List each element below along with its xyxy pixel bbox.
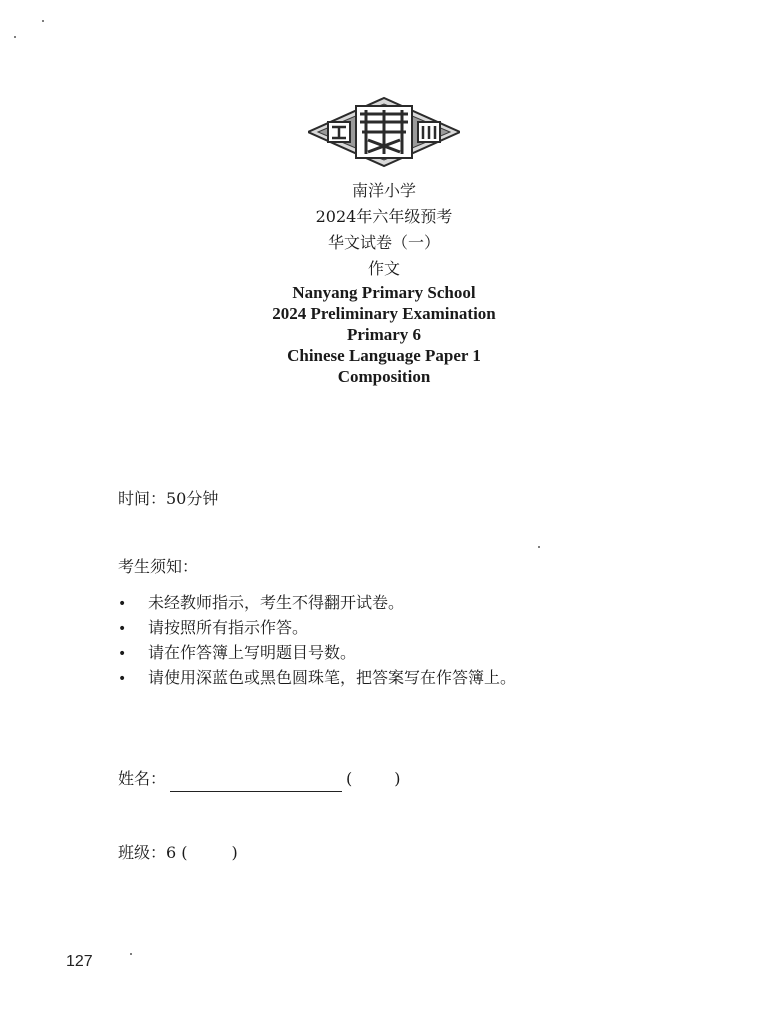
open-paren: ( [346,769,353,788]
school-name-english: Nanyang Primary School [292,283,476,302]
bullet-icon: • [118,621,127,637]
page-number: 127 [66,953,93,970]
notice-title: 考生须知： [118,557,199,576]
notice-text: 请使用深蓝色或黑色圆珠笔，把答案写在作答簿上。 [148,668,517,687]
subject-english: Composition [337,367,431,386]
list-item [118,590,516,615]
school-name-chinese: 南洋小学 [351,181,416,200]
scan-speck [538,546,540,548]
list-item [118,640,516,665]
title-block [0,178,768,387]
notice-text: 请在作答簿上写明题目号数。 [148,643,357,662]
scan-speck [42,20,44,22]
bullet-icon: • [118,646,127,662]
exam-title-english: 2024 Preliminary Examination [272,304,496,323]
class-label: 班级：6 ( [118,843,188,862]
school-crest-logo [308,96,460,168]
name-field-row [118,766,401,792]
exam-title-chinese: 2024年六年级预考 [315,207,453,226]
notice-text: 请按照所有指示作答。 [148,618,309,637]
bullet-icon: • [118,671,127,687]
class-close-paren: ) [231,843,238,862]
list-item [118,615,516,640]
level-english: Primary 6 [346,325,422,344]
list-item [118,665,516,690]
class-field-row [118,840,238,866]
time-allowed: 时间：50分钟 [118,489,219,508]
paper-title-english: Chinese Language Paper 1 [287,346,481,365]
bullet-icon: • [118,596,127,612]
subject-chinese: 作文 [367,259,400,278]
close-paren: ) [394,769,401,788]
notice-text: 未经教师指示，考生不得翻开试卷。 [148,593,405,612]
paper-title-chinese: 华文试卷（一） [327,233,440,252]
scan-speck [14,36,16,38]
name-blank[interactable] [170,773,342,792]
notice-list [118,590,516,690]
scan-speck [130,953,132,955]
name-label: 姓名： [118,769,167,788]
